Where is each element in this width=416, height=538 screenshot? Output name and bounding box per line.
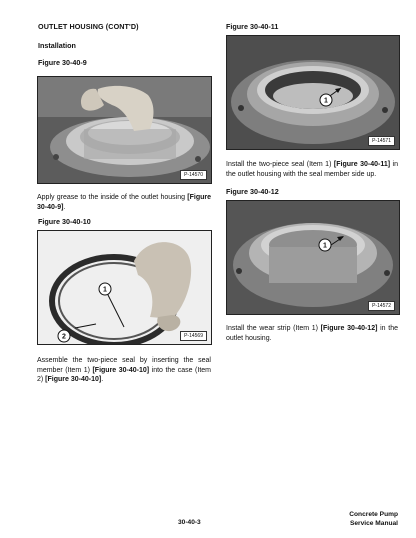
instruction-grease: Apply grease to the inside of the outlet housing [Figure 30-40-9].: [37, 194, 211, 211]
figure-ref: [Figure 30-40-9]: [37, 194, 211, 211]
callout-1: 1: [103, 286, 107, 294]
callout-1: 1: [324, 97, 328, 105]
figure-label-9: Figure 30-40-9: [38, 58, 87, 67]
callout-2: 2: [62, 333, 66, 341]
figure-label-10: Figure 30-40-10: [38, 217, 91, 226]
figure-label-11: Figure 30-40-11: [226, 22, 279, 31]
instruction-assemble-seal: Assemble the two-piece seal by inserting the seal member (Item 1) [Figure 30-40-10] into the case (Item 2) [Figure 30-40-10].: [37, 357, 211, 384]
figure-ref: [Figure 30-40-10]: [45, 376, 102, 384]
figure-photo-11: [226, 35, 400, 150]
callout-1: 1: [323, 242, 327, 250]
page-number: 30-40-3: [178, 519, 201, 526]
instruction-install-wear-strip: Install the wear strip (Item 1) [Figure 30-40-12] in the outlet housing.: [226, 325, 398, 342]
figure-photo-10: [37, 230, 212, 345]
figure-label-12: Figure 30-40-12: [226, 187, 279, 196]
figure-photo-9: [37, 76, 212, 184]
photo-id-9: P-14570: [180, 170, 207, 180]
figure-ref: [Figure 30-40-10]: [92, 366, 150, 374]
figure-ref: [Figure 30-40-11]: [333, 161, 391, 168]
figure-photo-12: [226, 200, 400, 315]
figure-ref: [Figure 30-40-12]: [320, 325, 378, 332]
instruction-install-seal: Install the two-piece seal (Item 1) [Figure 30-40-11] in the outlet housing with the seal member side up.: [226, 161, 398, 178]
photo-id-11: P-14571: [368, 136, 395, 146]
section-title: OUTLET HOUSING (CONT'D): [38, 22, 139, 31]
photo-id-10: P-14569: [180, 331, 207, 341]
subsection-title: Installation: [38, 41, 76, 50]
photo-id-12: P-14572: [368, 301, 395, 311]
manual-title: Concrete Pump Service Manual: [349, 511, 398, 527]
